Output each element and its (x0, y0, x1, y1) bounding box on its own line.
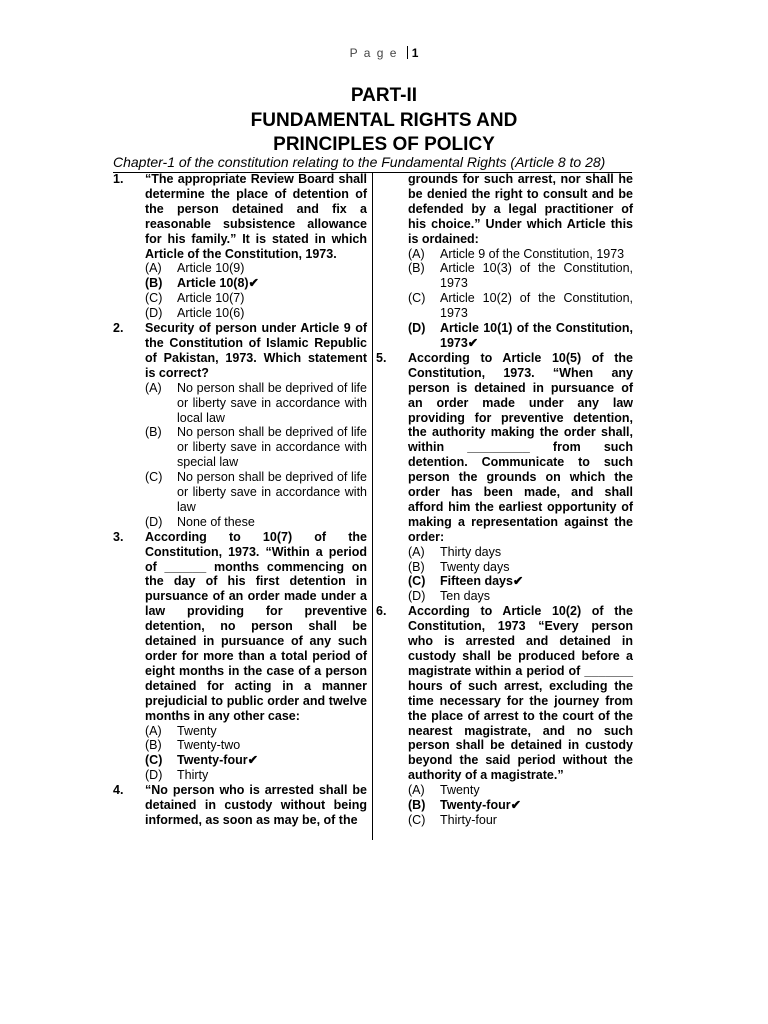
option (408, 291, 633, 321)
option-text: Twenty-four✔ (177, 753, 259, 768)
option-label: (B) (145, 276, 163, 291)
option-text: Thirty (177, 768, 209, 783)
option-label: (A) (145, 261, 162, 276)
option (408, 783, 633, 798)
question-number: 2. (113, 321, 124, 336)
option (145, 425, 367, 470)
option-text: Article 9 of the Constitution, 1973 (440, 246, 625, 261)
option-correct (408, 798, 633, 813)
question-4-continued (376, 172, 633, 351)
option-text: Article 10(7) (177, 291, 245, 306)
question-1-options (113, 261, 367, 321)
page-label: P a g e (349, 46, 398, 60)
question-text: “The appropriate Review Board shall determine the place of detention of the person detained and fix a reasonable subsistence allowance for his family.” It is stated in which Article of the Constitution, 1973. (145, 172, 367, 261)
option-label: (D) (145, 768, 163, 783)
question-6 (376, 604, 633, 783)
option-text: Twenty (177, 723, 217, 738)
option-correct (145, 276, 367, 291)
option-text: Twenty (440, 783, 480, 798)
option-label: (C) (408, 291, 426, 306)
option-text: Thirty days (440, 544, 502, 559)
column-divider (372, 172, 373, 840)
option (408, 813, 633, 828)
question-5-options (376, 545, 633, 605)
option-label: (A) (408, 246, 425, 261)
option-text: Article 10(9) (177, 261, 245, 276)
question-1 (113, 172, 367, 261)
page-number-value: 1 (411, 46, 419, 60)
option-label: (A) (145, 723, 162, 738)
option (408, 545, 633, 560)
right-column (376, 172, 633, 828)
option-label: (B) (145, 738, 162, 753)
question-text: Security of person under Article 9 of the Constitution of Islamic Republic of Pakistan, 1973. Which statement is correct? (145, 321, 367, 380)
option-text: No person shall be deprived of life or liberty save in accordance with special law (177, 425, 367, 470)
option (408, 589, 633, 604)
option-label: (B) (408, 261, 425, 276)
title-line-1: PART-II (350, 85, 418, 106)
title-line-2: FUNDAMENTAL RIGHTS AND (250, 109, 518, 131)
option (145, 291, 367, 306)
option-text: Article 10(2) of the Constitution, 1973 (440, 291, 633, 321)
page-separator (407, 46, 408, 59)
option (145, 738, 367, 753)
question-number: 5. (376, 350, 387, 365)
option-label: (D) (408, 589, 426, 604)
option-text: Article 10(6) (177, 306, 245, 321)
question-number: 3. (113, 529, 124, 544)
question-text: “No person who is arrested shall be detained in custody without being informed, as soon as may be, of the (145, 783, 367, 827)
option (145, 515, 367, 530)
question-number: 1. (113, 172, 124, 186)
option-text: Article 10(8)✔ (177, 276, 260, 291)
option (145, 306, 367, 321)
question-text: According to Article 10(2) of the Constitution, 1973 “Every person who is arrested and detained in custody shall be produced before a magistrate within a period of _______ hours of such arrest, excluding the time necessary for the journey from the place of arrest to the court of the nearest magistrate, and no such person shall be detained in custody beyond the said period without the authority of a magistrate.” (408, 604, 633, 783)
question-text: According to Article 10(5) of the Constitution, 1973. “When any person is detained in pursuance of an order made under any law providing for preventive detention, the authority making the order shall, within _________ from such detention. Communicate to such person the grounds on which the order has been made, and shall afford him the earliest opportunity of making a representation against the order: (408, 350, 633, 544)
left-column (113, 172, 367, 828)
chapter-heading: Chapter-1 of the constitution relating to the Fundamental Rights (Article 8 to 28) (113, 154, 606, 170)
question-4 (113, 783, 367, 828)
option-label: (A) (145, 380, 162, 395)
title-line-3: PRINCIPLES OF POLICY (273, 134, 495, 155)
option (408, 247, 633, 262)
question-2 (113, 321, 367, 381)
option-label: (D) (145, 514, 163, 529)
option (145, 768, 367, 783)
option-correct (408, 321, 633, 351)
document-title (0, 84, 768, 158)
question-3 (113, 530, 367, 724)
option-text: Article 10(1) of the Constitution, 1973✔ (440, 321, 633, 350)
option-text: Twenty-four✔ (440, 798, 522, 813)
page-number (0, 46, 768, 60)
question-3-options (113, 724, 367, 784)
option-label: (C) (408, 574, 426, 589)
question-5 (376, 351, 633, 545)
option-text: Fifteen days✔ (440, 574, 524, 589)
question-number: 6. (376, 604, 387, 619)
option-label: (D) (408, 321, 426, 336)
option (145, 470, 367, 515)
option-correct (145, 753, 367, 768)
option-text: Thirty-four (440, 812, 497, 827)
option-label: (C) (145, 291, 163, 306)
option-correct (408, 574, 633, 589)
option-text: No person shall be deprived of life or liberty save in accordance with law (177, 470, 367, 514)
option-label: (A) (408, 783, 425, 798)
question-text-continued: grounds for such arrest, nor shall he be denied the right to consult and be defended by a legal practitioner of his choice.” Under which Article this is ordained: (408, 172, 633, 246)
option-label: (A) (408, 544, 425, 559)
option-label: (D) (145, 306, 163, 321)
option-label: (C) (145, 470, 163, 485)
option-text: Twenty-two (177, 738, 241, 753)
option (408, 560, 633, 575)
question-6-options (376, 783, 633, 828)
question-text: According to 10(7) of the Constitution, 1973. “Within a period of ______ months commencing on the day of his first detention in pursuance of an order made under a law providing for preventive detention, no person shall be detained in pursuance of any such order for more than a total period of eight months in the case of a person detained for acting in a manner prejudicial to public order and twelve months in any other case: (145, 529, 367, 723)
option-text: Article 10(3) of the Constitution, 1973 (440, 261, 633, 291)
option-label: (B) (408, 798, 426, 813)
question-2-options (113, 381, 367, 530)
option-text: None of these (177, 514, 255, 529)
option (145, 724, 367, 739)
option-text: Ten days (440, 589, 491, 604)
option (145, 381, 367, 426)
option (145, 261, 367, 276)
option-label: (C) (145, 753, 163, 768)
option-label: (C) (408, 812, 426, 827)
option (408, 261, 633, 291)
option-text: No person shall be deprived of life or liberty save in accordance with local law (177, 380, 367, 425)
option-label: (B) (145, 425, 162, 440)
option-text: Twenty days (440, 559, 510, 574)
option-label: (B) (408, 559, 425, 574)
question-number: 4. (113, 783, 124, 798)
